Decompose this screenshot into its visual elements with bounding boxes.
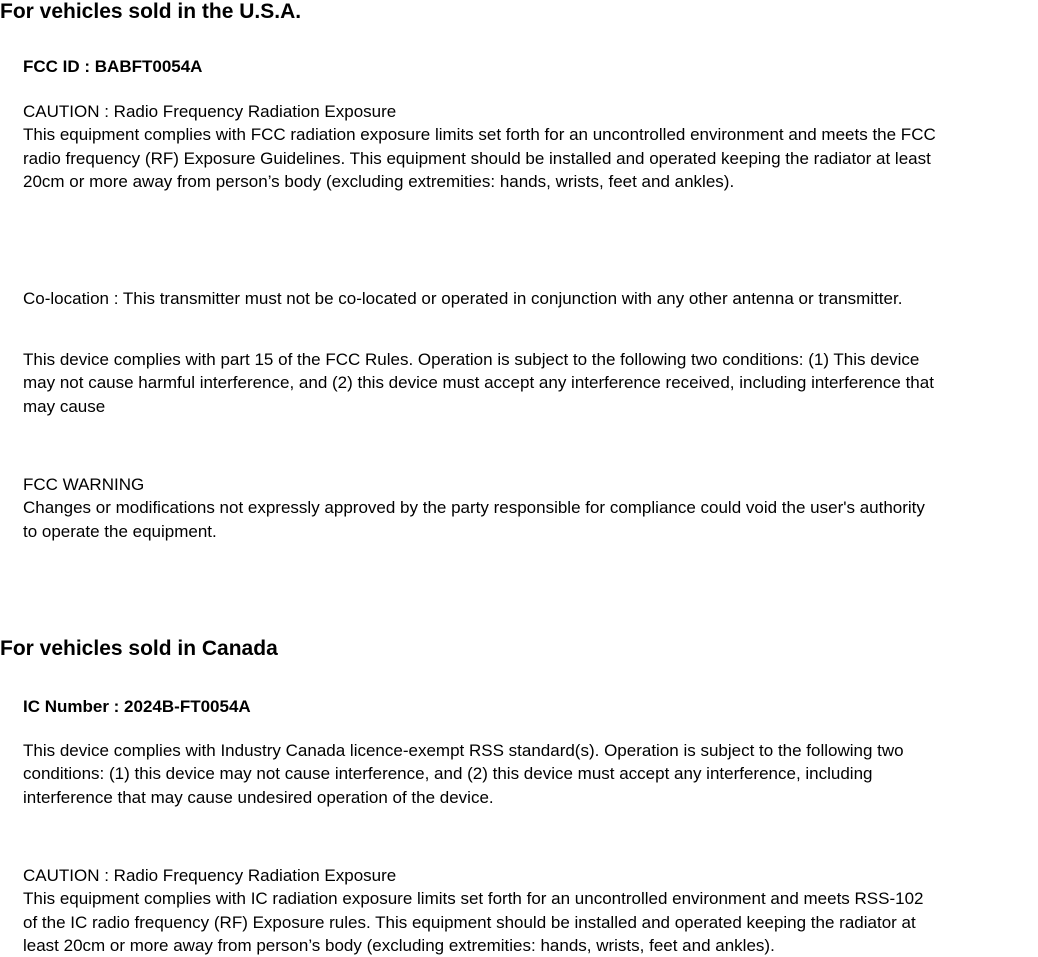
rss-statement — [23, 739, 1038, 809]
rss-line: interference that may cause undesired operation of the device. — [23, 787, 494, 807]
canada-section-heading: For vehicles sold in Canada — [0, 637, 278, 660]
part15-line: may cause — [23, 396, 106, 416]
ic-number: IC Number : 2024B-FT0054A — [23, 697, 251, 716]
canada-rf-caution-line: This equipment complies with IC radiation exposure limits set forth for an uncontrolled environment and meets RSS-102 — [23, 889, 924, 909]
usa-rf-caution-title: CAUTION : Radio Frequency Radiation Exposure — [23, 102, 397, 121]
canada-rf-caution-title: CAUTION : Radio Frequency Radiation Exposure — [23, 866, 397, 885]
fcc-warning-line: Changes or modifications not expressly approved by the party responsible for compliance could void the user's authority — [23, 498, 925, 518]
usa-rf-caution-line: 20cm or more away from person’s body (excluding extremities: hands, wrists, feet and ankles). — [23, 171, 735, 191]
fcc-warning-block — [23, 473, 1038, 543]
fcc-id: FCC ID : BABFT0054A — [23, 57, 203, 76]
part15-line: may not cause harmful interference, and (2) this device must accept any interference received, including interference that — [23, 373, 934, 393]
rss-line: This device complies with Industry Canada licence-exempt RSS standard(s). Operation is subject to the following two — [23, 741, 904, 760]
canada-rf-caution-block — [23, 864, 1038, 957]
colocation-text: Co-location : This transmitter must not be co-located or operated in conjunction with any other antenna or transmitter. — [23, 289, 903, 308]
part15-statement — [23, 348, 1038, 418]
canada-rf-caution-line: least 20cm or more away from person’s body (excluding extremities: hands, wrists, feet and ankles). — [23, 935, 775, 955]
usa-section-heading: For vehicles sold in the U.S.A. — [0, 0, 302, 23]
canada-rf-caution-line: of the IC radio frequency (RF) Exposure rules. This equipment should be installed and operated keeping the radiator at — [23, 912, 916, 932]
usa-rf-caution-block — [23, 100, 1038, 193]
rss-line: conditions: (1) this device may not cause interference, and (2) this device must accept any interference, including — [23, 764, 873, 784]
colocation-statement — [23, 287, 1038, 310]
fcc-warning-line: to operate the equipment. — [23, 521, 217, 541]
usa-rf-caution-line: This equipment complies with FCC radiation exposure limits set forth for an uncontrolled environment and meets the FCC — [23, 125, 936, 145]
usa-rf-caution-line: radio frequency (RF) Exposure Guidelines. This equipment should be installed and operated keeping the radiator at least — [23, 148, 931, 168]
part15-line: This device complies with part 15 of the FCC Rules. Operation is subject to the following two conditions: (1) This device — [23, 350, 920, 369]
fcc-warning-title: FCC WARNING — [23, 475, 145, 494]
